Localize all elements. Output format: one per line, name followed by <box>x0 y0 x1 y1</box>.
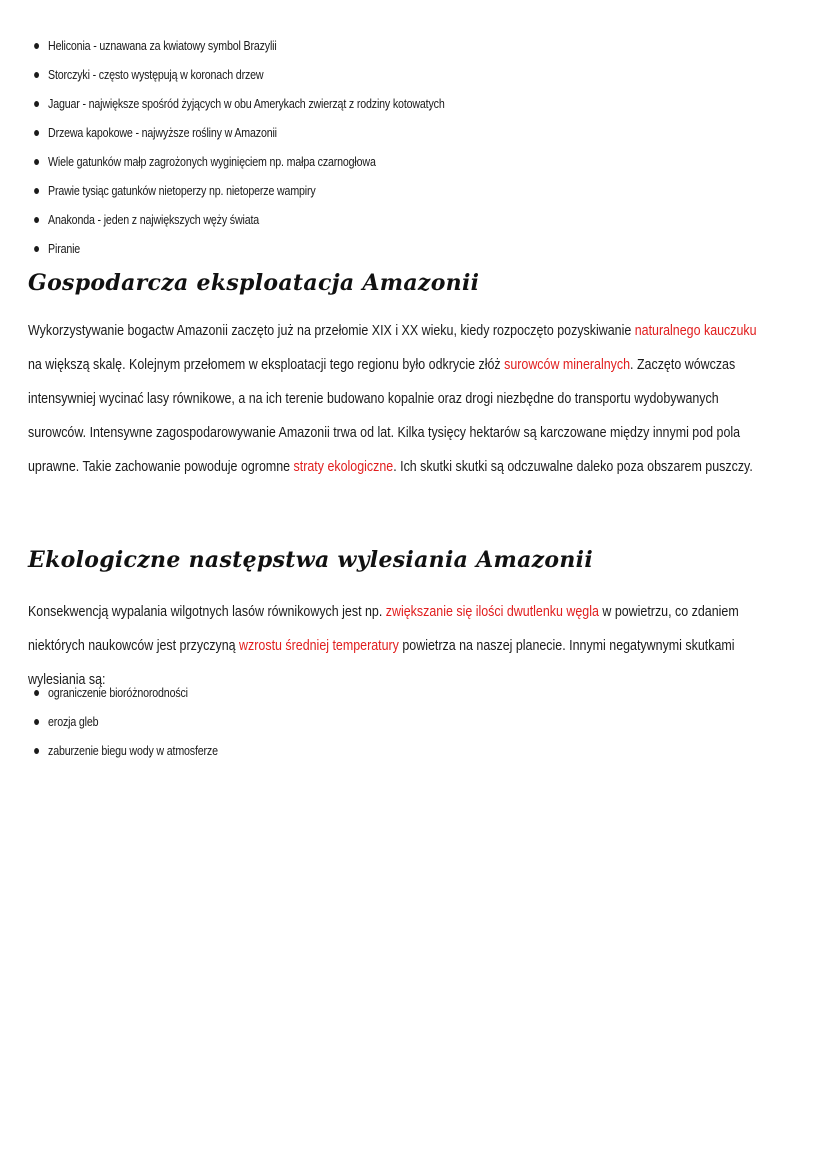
text-run: . Zaczęto wówczas intensywniej wycinać lasy równikowe, a na ich terenie budowano kopalnie oraz drogi niezbędne do transportu wydobywanych surowców. Intensywne zagospodarowywanie Amazonii trwa od lat. Kilka tysięcy hektarów są karczowane między innymi pod pola uprawne. Takie zachowanie powoduje ogromne <box>28 356 741 475</box>
text-run: na większą skalę. Kolejnym przełomem w eksploatacji tego regionu było odkrycie złóż <box>28 356 505 373</box>
highlight-text: straty ekologiczne <box>293 458 394 475</box>
list-item: Heliconia - uznawana za kwiatowy symbol Brazylii <box>30 31 445 60</box>
highlight-text: zwiększanie się ilości dwutlenku węgla <box>385 603 599 620</box>
species-list <box>30 31 536 263</box>
list-item: Prawie tysiąc gatunków nietoperzy np. nietoperze wampiry <box>30 176 445 205</box>
list-item: erozja gleb <box>30 707 218 736</box>
section-heading-exploitation: Gospodarcza eksploatacja Amazonii <box>28 270 480 296</box>
list-item: Storczyki - często występują w koronach drzew <box>30 60 445 89</box>
paragraph-exploitation <box>28 314 767 484</box>
text-run: . Ich skutki skutki są odczuwalne daleko poza obszarem puszczy. <box>393 458 753 475</box>
list-item: Drzewa kapokowe - najwyższe rośliny w Amazonii <box>30 118 445 147</box>
list-item: ograniczenie bioróżnorodności <box>30 678 218 707</box>
text-run: w powietrzu, co zdaniem niektórych naukowców jest przyczyną <box>28 603 739 654</box>
list-item: Jaguar - największe spośród żyjących w obu Amerykach zwierząt z rodziny kotowatych <box>30 89 445 118</box>
list-item: Wiele gatunków małp zagrożonych wyginięciem np. małpa czarnogłowa <box>30 147 445 176</box>
highlight-text: naturalnego kauczuku <box>634 322 757 339</box>
text-run: Wykorzystywanie bogactw Amazonii zaczęto już na przełomie XIX i XX wieku, kiedy rozpoczęto pozyskiwanie <box>28 322 635 339</box>
list-item: zaburzenie biegu wody w atmosferze <box>30 736 218 765</box>
highlight-text: wzrostu średniej temperatury <box>239 637 399 654</box>
section-heading-consequences: Ekologiczne następstwa wylesiania Amazonii <box>28 547 593 573</box>
highlight-text: surowców mineralnych <box>504 356 631 373</box>
text-run: Konsekwencją wypalania wilgotnych lasów równikowych jest np. <box>28 603 386 620</box>
list-item: Piranie <box>30 234 445 263</box>
effects-list <box>30 678 259 765</box>
text-run: powietrza na naszej planecie. Innymi negatywnymi skutkami wylesiania są: <box>28 637 735 688</box>
list-item: Anakonda - jeden z największych węży świata <box>30 205 445 234</box>
